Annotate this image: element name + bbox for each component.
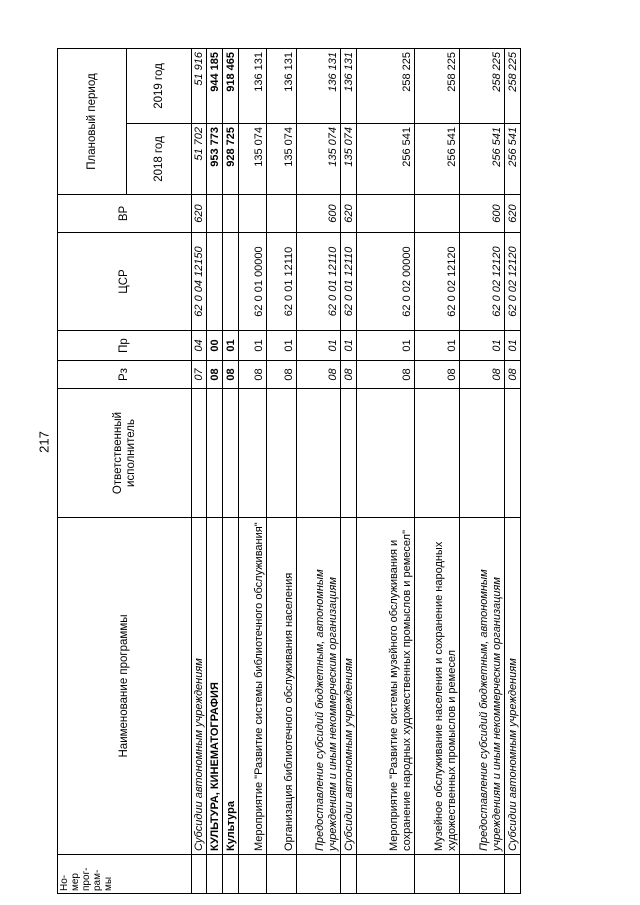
value-2019-cell: 51 916 (192, 48, 207, 123)
header-executor: Ответственный исполнитель (58, 389, 192, 518)
pr-cell: 04 (192, 331, 207, 361)
program-number-cell (207, 855, 223, 894)
program-number-cell (460, 855, 505, 894)
rz-cell: 08 (297, 361, 341, 389)
value-2018-cell: 135 074 (341, 124, 357, 195)
value-2019-cell: 918 465 (223, 48, 239, 123)
table-row (267, 48, 297, 893)
executor-cell (267, 389, 297, 518)
table-row (239, 48, 267, 893)
rz-cell: 08 (267, 361, 297, 389)
table-row (207, 48, 223, 893)
program-number-cell (357, 855, 415, 894)
rz-cell: 08 (223, 361, 239, 389)
header-vr: ВР (58, 195, 192, 233)
program-number-cell (239, 855, 267, 894)
program-name-cell: Субсидии автономным учреждениям (505, 518, 521, 855)
value-2018-cell: 51 702 (192, 124, 207, 195)
csr-cell: 62 0 01 12110 (267, 233, 297, 331)
pr-cell: 01 (460, 331, 505, 361)
executor-cell (460, 389, 505, 518)
csr-cell: 62 0 01 12110 (341, 233, 357, 331)
program-name-cell: Субсидии автономным учреждениям (192, 518, 207, 855)
program-name-cell: Субсидии автономным учреждениям (341, 518, 357, 855)
pr-cell: 01 (267, 331, 297, 361)
value-2019-cell: 258 225 (415, 48, 460, 123)
rz-cell: 08 (357, 361, 415, 389)
value-2018-cell: 256 541 (505, 124, 521, 195)
program-name-cell: КУЛЬТУРА, КИНЕМАТОГРАФИЯ (207, 518, 223, 855)
header-pr: Пр (58, 331, 192, 361)
program-number-cell (267, 855, 297, 894)
csr-cell: 62 0 02 00000 (357, 233, 415, 331)
program-number-cell (223, 855, 239, 894)
header-year-2018: 2018 год (127, 124, 192, 195)
executor-cell (505, 389, 521, 518)
table-row (460, 48, 505, 893)
table-row (297, 48, 341, 893)
value-2018-cell: 256 541 (460, 124, 505, 195)
program-number-cell (297, 855, 341, 894)
value-2019-cell: 944 185 (207, 48, 223, 123)
rz-cell: 08 (239, 361, 267, 389)
csr-cell: 62 0 01 00000 (239, 233, 267, 331)
pr-cell: 01 (239, 331, 267, 361)
value-2018-cell: 256 541 (415, 124, 460, 195)
value-2019-cell: 258 225 (505, 48, 521, 123)
value-2019-cell: 258 225 (357, 48, 415, 123)
rz-cell: 07 (192, 361, 207, 389)
table-row (357, 48, 415, 893)
csr-cell: 62 0 02 12120 (415, 233, 460, 331)
vr-cell (415, 195, 460, 233)
rz-cell: 08 (415, 361, 460, 389)
executor-cell (223, 389, 239, 518)
executor-cell (415, 389, 460, 518)
program-name-cell: Мероприятие "Развитие системы библиотечного обслуживания" (239, 518, 267, 855)
table-row (415, 48, 460, 893)
header-plan-period: Плановый период (58, 48, 127, 194)
table-row (223, 48, 239, 893)
csr-cell: 62 0 02 12120 (505, 233, 521, 331)
pr-cell: 00 (207, 331, 223, 361)
program-name-cell: Музейное обслуживание населения и сохранение народных художественных промыслов и ремесел (415, 518, 460, 855)
program-number-cell (505, 855, 521, 894)
rz-cell: 08 (460, 361, 505, 389)
value-2018-cell: 135 074 (267, 124, 297, 195)
table-row (505, 48, 521, 893)
vr-cell (239, 195, 267, 233)
executor-cell (297, 389, 341, 518)
header-program-number: Но-мер прог-рам-мы (58, 855, 192, 894)
program-number-cell (415, 855, 460, 894)
pr-cell: 01 (223, 331, 239, 361)
csr-cell: 62 0 04 12150 (192, 233, 207, 331)
csr-cell (207, 233, 223, 331)
value-2019-cell: 136 131 (297, 48, 341, 123)
vr-cell: 620 (341, 195, 357, 233)
pr-cell: 01 (341, 331, 357, 361)
program-name-cell: Культура (223, 518, 239, 855)
value-2018-cell: 928 725 (223, 124, 239, 195)
header-row-top (58, 48, 127, 893)
program-name-cell: Мероприятие "Развитие системы музейного обслуживания и сохранение народных художественных промыслов и ремесел" (357, 518, 415, 855)
vr-cell: 600 (297, 195, 341, 233)
rz-cell: 08 (505, 361, 521, 389)
program-name-cell: Предоставление субсидий бюджетным, автономным учреждениям и иным некоммерческим организациям (297, 518, 341, 855)
value-2018-cell: 953 773 (207, 124, 223, 195)
value-2018-cell: 135 074 (297, 124, 341, 195)
pr-cell: 01 (415, 331, 460, 361)
header-rz: Рз (58, 361, 192, 389)
executor-cell (192, 389, 207, 518)
pr-cell: 01 (505, 331, 521, 361)
executor-cell (207, 389, 223, 518)
program-name-cell: Предоставление субсидий бюджетным, автономным учреждениям и иным некоммерческим организациям (460, 518, 505, 855)
csr-cell (223, 233, 239, 331)
page-number: 217 (36, 431, 52, 453)
budget-table-container (57, 49, 517, 894)
value-2019-cell: 136 131 (239, 48, 267, 123)
vr-cell: 620 (192, 195, 207, 233)
header-year-2019: 2019 год (127, 48, 192, 123)
pr-cell: 01 (357, 331, 415, 361)
value-2019-cell: 136 131 (267, 48, 297, 123)
rz-cell: 08 (341, 361, 357, 389)
budget-table (57, 48, 521, 894)
vr-cell (357, 195, 415, 233)
vr-cell (207, 195, 223, 233)
value-2019-cell: 136 131 (341, 48, 357, 123)
csr-cell: 62 0 01 12110 (297, 233, 341, 331)
program-name-cell: Организация библиотечного обслуживания населения (267, 518, 297, 855)
pr-cell: 01 (297, 331, 341, 361)
table-body (192, 48, 521, 893)
program-number-cell (192, 855, 207, 894)
vr-cell (223, 195, 239, 233)
vr-cell: 620 (505, 195, 521, 233)
program-number-cell (341, 855, 357, 894)
value-2018-cell: 135 074 (239, 124, 267, 195)
value-2019-cell: 258 225 (460, 48, 505, 123)
value-2018-cell: 256 541 (357, 124, 415, 195)
vr-cell (267, 195, 297, 233)
vr-cell: 600 (460, 195, 505, 233)
csr-cell: 62 0 02 12120 (460, 233, 505, 331)
table-row (341, 48, 357, 893)
table-row (192, 48, 207, 893)
header-csr: ЦСР (58, 233, 192, 331)
header-program-name: Наименование программы (58, 518, 192, 855)
executor-cell (341, 389, 357, 518)
rz-cell: 08 (207, 361, 223, 389)
executor-cell (357, 389, 415, 518)
executor-cell (239, 389, 267, 518)
